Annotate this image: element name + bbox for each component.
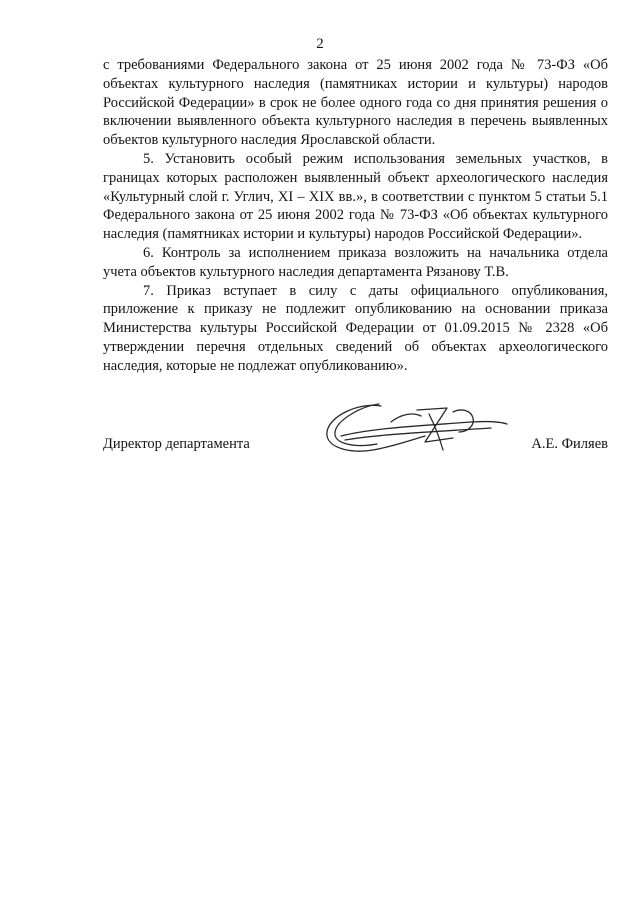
handwritten-signature [321,392,511,472]
signatory-name: А.Е. Филяев [531,436,608,452]
document-body [103,56,608,376]
signature-block [103,392,608,472]
paragraph-item-5: 5. Установить особый режим использования земельных участков, в границах которых расположен выявленный объект археологического наследия «Культурный слой г. Углич, XI – XIX вв.», в соответствии с пунктом 5 статьи 5.1 Федерального закона от 25 июня 2002 года № 73-ФЗ «Об объектах культурного наследия (памятниках истории и культуры) народов Российской Федерации». [103,150,608,243]
paragraph-item-6: 6. Контроль за исполнением приказа возложить на начальника отдела учета объектов культурного наследия департамента Рязанову Т.В. [103,244,608,280]
signatory-position: Директор департамента [103,436,250,452]
paragraph-item-7: 7. Приказ вступает в силу с даты официального опубликования, приложение к приказу не подлежит опубликованию на основании приказа Министерства культуры Российской Федерации от 01.09.2015 № 2328 «Об утверждении перечня отдельных сведений об объектах археологического наследия, которые не подлежат опубликованию». [103,282,608,374]
paragraph-continuation: с требованиями Федерального закона от 25 июня 2002 года № 73-ФЗ «Об объектах культурного наследия (памятниках истории и культуры) народов Российской Федерации» в срок не более одного года со дня принятия решения о включении выявленного объекта культурного наследия в перечень выявленных объектов культурного наследия Ярославской области. [103,57,608,149]
page-number: 2 [316,36,324,52]
